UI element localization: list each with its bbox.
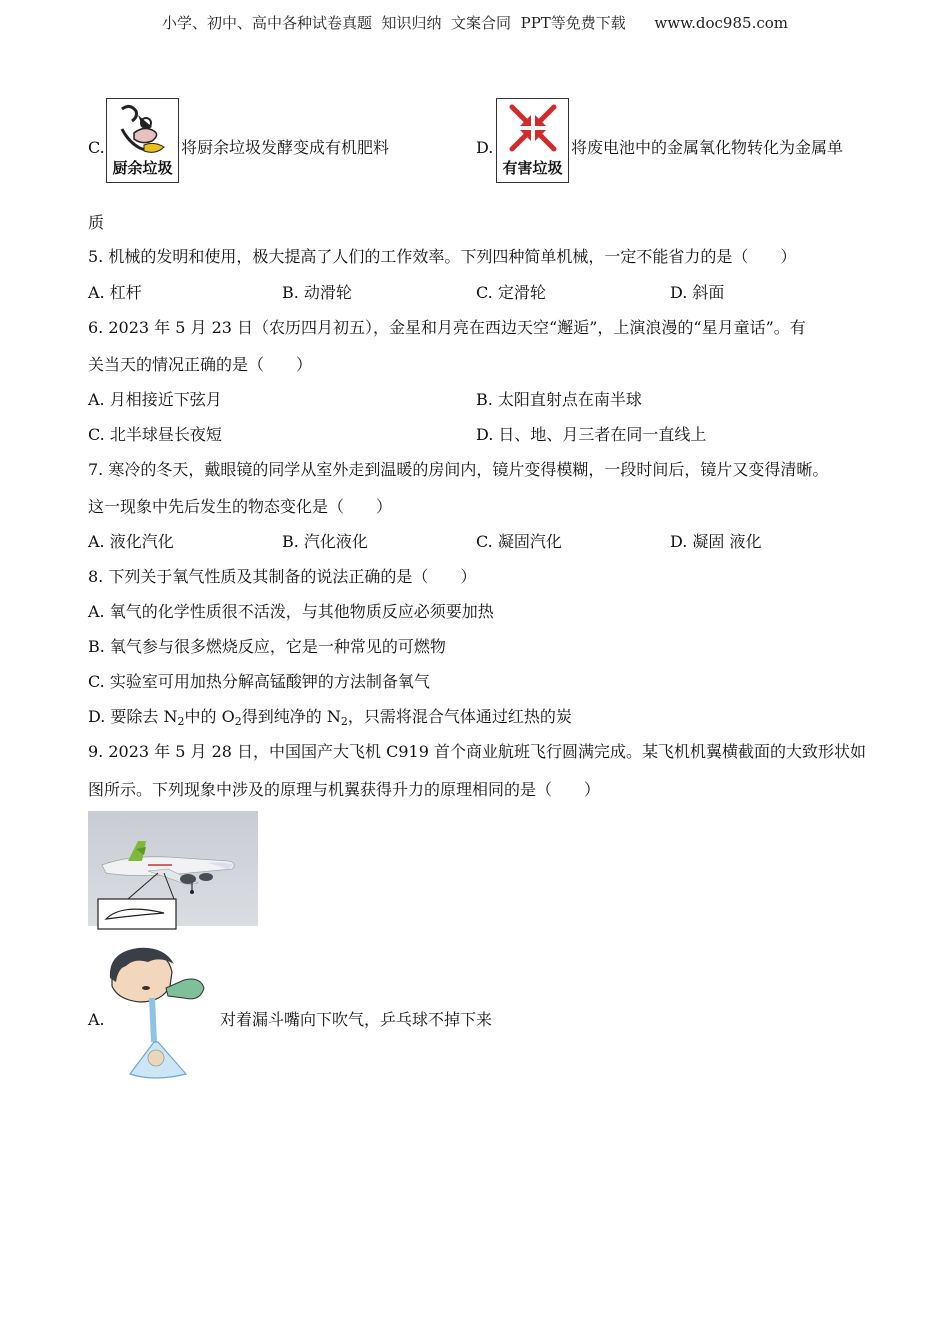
q5-option-d: D. 斜面: [670, 283, 725, 302]
q6-option-c: C. 北半球昼长夜短: [88, 425, 222, 444]
q4-option-d-letter: D.: [476, 138, 494, 157]
q8-option-a: A. 氧气的化学性质很不活泼，与其他物质反应必须要加热: [88, 602, 494, 621]
q5-option-a: A. 杠杆: [88, 283, 142, 302]
q9-option-a-letter: A.: [88, 1010, 105, 1029]
kitchen-waste-icon: [106, 98, 179, 183]
q7-stem-line1: 7. 寒冷的冬天，戴眼镜的同学从室外走到温暖的房间内，镜片变得模糊，一段时间后，镜片又变得清晰。: [88, 460, 829, 479]
q6-stem-line2: 关当天的情况正确的是（ ）: [88, 355, 313, 374]
q6-stem-line1: 6. 2023 年 5 月 23 日（农历四月初五），金星和月亮在西边天空“邂逅”，上演浪漫的“星月童话”。有: [88, 318, 806, 337]
q4-option-c-letter: C.: [88, 138, 105, 157]
q8-option-b: B. 氧气参与很多燃烧反应，它是一种常见的可燃物: [88, 637, 446, 656]
q4-option-d-continuation: 质: [88, 213, 105, 232]
q6-option-d: D. 日、地、月三者在同一直线上: [476, 425, 707, 444]
q8-option-d: D. 要除去 $N_2$中的 $O_2$得到纯净的 $N_2$，只需将混合气体通过红热的炭: [88, 707, 572, 728]
kitchen-waste-caption: 厨余垃圾: [112, 159, 173, 177]
page-header: 小学、初中、高中各种试卷真题 知识归纳 文案合同 PPT等免费下载 www.doc985.com: [161, 14, 788, 32]
q8-stem: 8. 下列关于氧气性质及其制备的说法正确的是（ ）: [88, 567, 477, 586]
hazardous-waste-caption: 有害垃圾: [502, 159, 563, 177]
hazardous-waste-icon: [496, 98, 569, 183]
q8-option-c: C. 实验室可用加热分解高锰酸钾的方法制备氧气: [88, 672, 430, 691]
q9-stem-line1: 9. 2023 年 5 月 28 日，中国国产大飞机 C919 首个商业航班飞行圆满完成。某飞机机翼横截面的大致形状如: [88, 742, 866, 761]
q7-stem-line2: 这一现象中先后发生的物态变化是（ ）: [88, 497, 393, 516]
q9-stem-line2: 图所示。下列现象中涉及的原理与机翼获得升力的原理相同的是（ ）: [88, 780, 601, 799]
q5-option-b: B. 动滑轮: [282, 283, 352, 302]
q5-stem: 5. 机械的发明和使用，极大提高了人们的工作效率。下列四种简单机械，一定不能省力的是（ ）: [88, 247, 797, 266]
q7-option-d: D. 凝固 液化: [670, 532, 762, 551]
q6-option-b: B. 太阳直射点在南半球: [476, 390, 642, 409]
q5-option-c: C. 定滑轮: [476, 283, 546, 302]
q6-option-a: A. 月相接近下弦月: [88, 390, 222, 409]
q7-option-c: C. 凝固汽化: [476, 532, 562, 551]
q4-option-c-text: 将厨余垃圾发酵变成有机肥料: [181, 138, 390, 157]
q4-option-d-text: 将废电池中的金属氧化物转化为金属单: [571, 138, 844, 157]
funnel-blowing-illustration: [104, 946, 214, 1084]
q7-option-a: A. 液化汽化: [88, 532, 174, 551]
q9-option-a-text: 对着漏斗嘴向下吹气，乒乓球不掉下来: [220, 1010, 493, 1029]
q7-option-b: B. 汽化液化: [282, 532, 368, 551]
airplane-wing-photo: [88, 811, 258, 926]
